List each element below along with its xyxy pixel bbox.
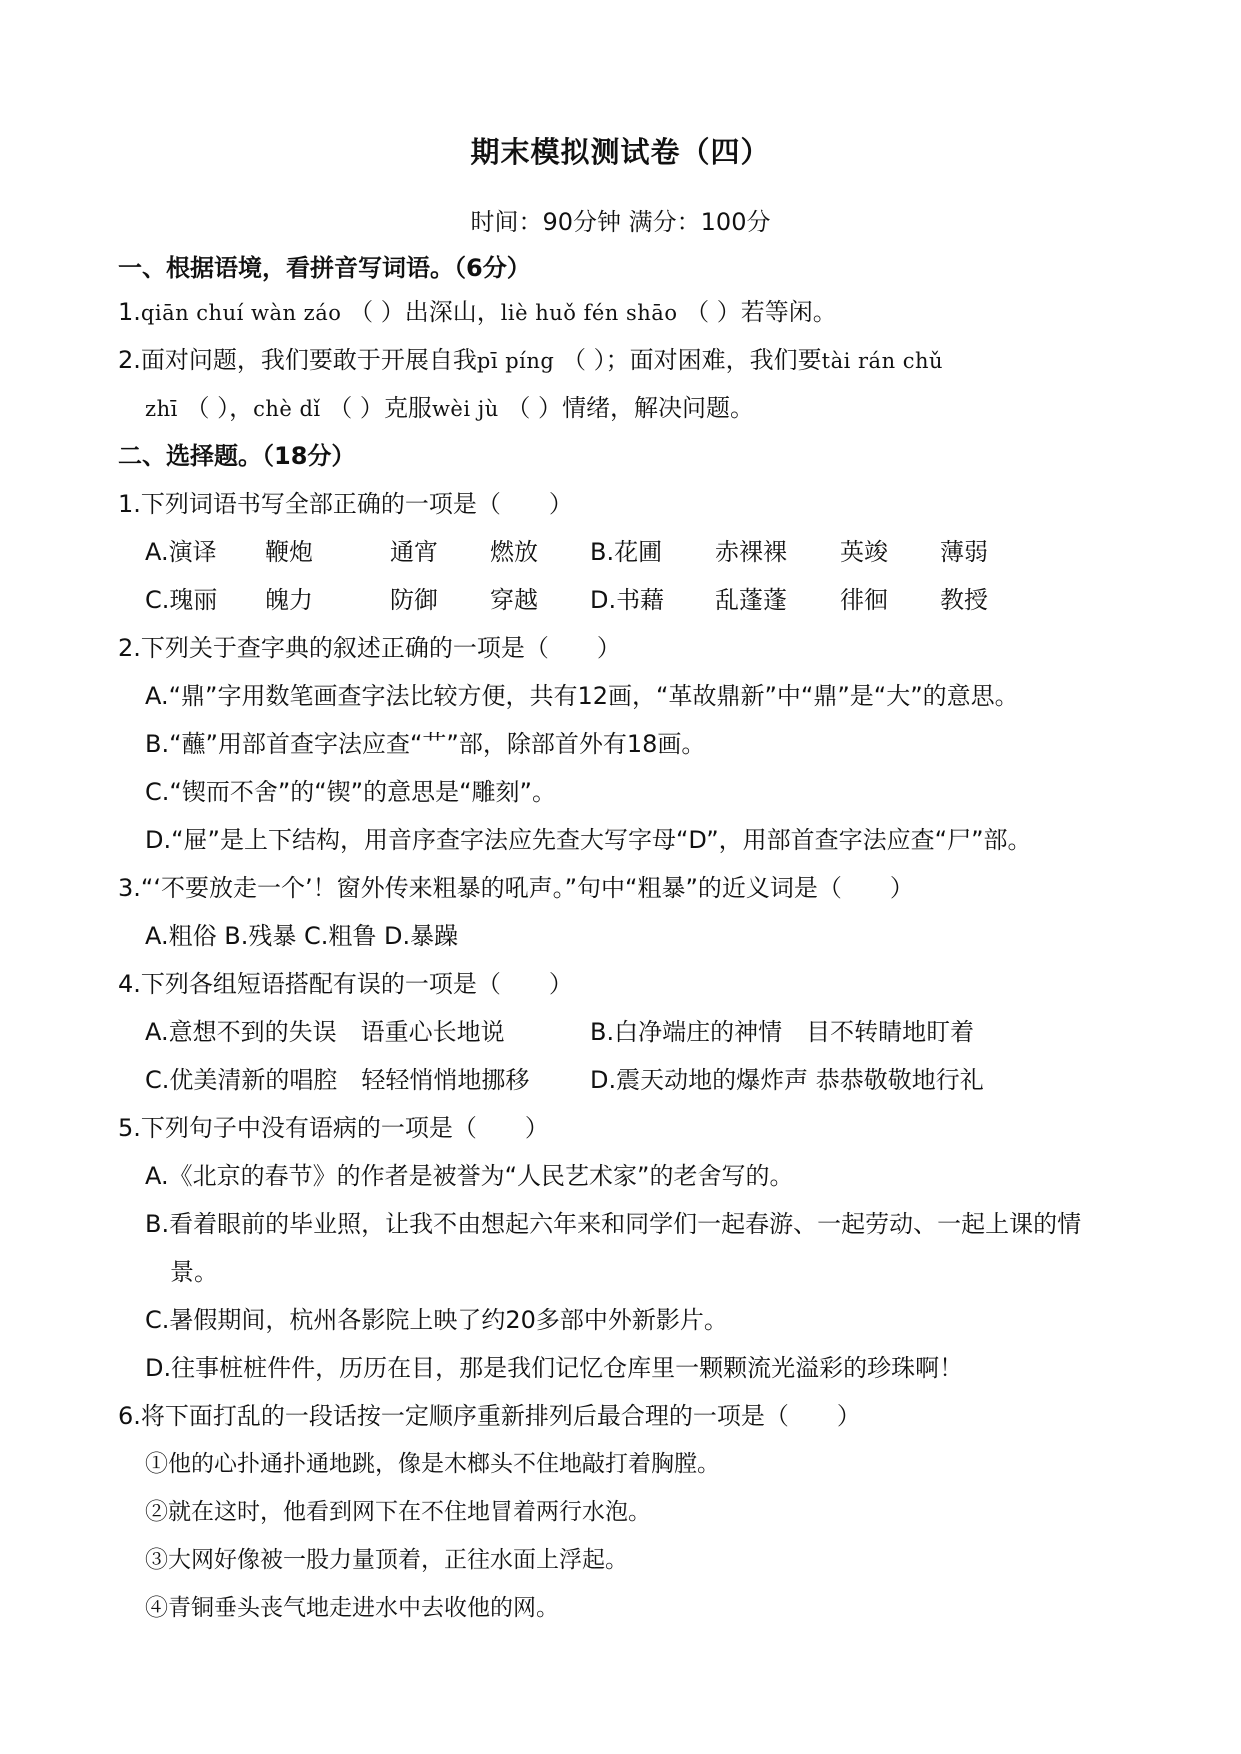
- answer-blank[interactable]: （ ）；: [562, 346, 630, 374]
- option-a-word2: 鞭炮: [265, 538, 313, 566]
- question-number: 1.: [118, 298, 141, 326]
- s2-q4-stem: 4.下列各组短语搭配有误的一项是（ ）: [118, 970, 573, 998]
- s2-q6-sentence-4: ④青铜垂头丧气地走进水中去收他的网。: [145, 1595, 559, 1621]
- text: 情绪，解决问题。: [562, 394, 755, 422]
- s1-question-2-line2: [145, 392, 754, 425]
- s1-question-2-line1: [118, 344, 943, 377]
- pinyin: pī píng: [476, 349, 555, 373]
- option-c-word4: 穿越: [490, 586, 538, 614]
- text: 克服: [383, 394, 432, 422]
- text: 出深山，: [404, 298, 501, 326]
- answer-blank[interactable]: （ ）: [328, 394, 384, 422]
- s1-question-1: [118, 296, 837, 329]
- s2-q5-option-b-line1: B.看着眼前的毕业照，让我不由想起六年来和同学们一起春游、一起劳动、一起上课的情: [145, 1210, 1082, 1238]
- s2-q2-option-c: C.“锲而不舍”的“锲”的意思是“雕刻”。: [145, 778, 556, 806]
- s2-q3-options: A.粗俗 B.残暴 C.粗鲁 D.暴躁: [145, 922, 459, 950]
- s2-q6-sentence-1: ①他的心扑通扑通地跳，像是木榔头不住地敲打着胸膛。: [145, 1451, 720, 1477]
- s2-q5-option-c: C.暑假期间，杭州各影院上映了约20多部中外新影片。: [145, 1306, 728, 1334]
- option-b-word3: 英竣: [840, 538, 888, 566]
- s2-q2-option-b: B.“蘸”用部首查字法应查“艹”部，除部首外有18画。: [145, 730, 706, 758]
- s2-q6-sentence-3: ③大网好像被一股力量顶着，正往水面上浮起。: [145, 1547, 628, 1573]
- s2-q6-stem: 6.将下面打乱的一段话按一定顺序重新排列后最合理的一项是（ ）: [118, 1402, 861, 1430]
- answer-blank[interactable]: （ ）: [685, 298, 741, 326]
- s2-q6-sentence-2: ②就在这时，他看到网下在不住地冒着两行水泡。: [145, 1499, 651, 1525]
- s2-q2-option-d: D.“屉”是上下结构，用音序查字法应先查大写字母“D”，用部首查字法应查“尸”部。: [145, 826, 1032, 854]
- option-b-word2: 赤裸裸: [715, 538, 787, 566]
- pinyin: zhī: [145, 397, 178, 421]
- s2-q5-option-d: D.往事桩桩件件，历历在目，那是我们记忆仓库里一颗颗流光溢彩的珍珠啊！: [145, 1354, 964, 1382]
- answer-blank[interactable]: （ ）: [349, 298, 405, 326]
- answer-blank[interactable]: （ ）: [506, 394, 563, 422]
- page-title: 期末模拟测试卷（四）: [470, 135, 771, 169]
- answer-blank[interactable]: （ ），: [185, 394, 254, 422]
- text: 面对问题，我们要敢于开展自我: [140, 346, 477, 374]
- option-c-word3: 防御: [390, 586, 438, 614]
- text: 若等闲。: [740, 298, 837, 326]
- question-number: 2.: [118, 346, 141, 374]
- option-c-word1: C.瑰丽: [145, 586, 218, 614]
- pinyin: chè dǐ: [253, 397, 321, 421]
- section1-heading: 一、根据语境，看拼音写词语。（6分）: [118, 254, 531, 282]
- option-d-word1: D.书藉: [590, 586, 665, 614]
- s2-q4-option-a: A.意想不到的失误 语重心长地说: [145, 1018, 505, 1046]
- s2-q5-option-a: A.《北京的春节》的作者是被誉为“人民艺术家”的老舍写的。: [145, 1162, 794, 1190]
- pinyin: liè huǒ fén shāo: [500, 301, 678, 325]
- option-a-word3: 通宵: [390, 538, 438, 566]
- pinyin: wèi jù: [431, 397, 499, 421]
- s2-q4-option-c: C.优美清新的唱腔 轻轻悄悄地挪移: [145, 1066, 530, 1094]
- option-a-word1: A.演译: [145, 538, 217, 566]
- exam-info: 时间：90分钟 满分：100分: [470, 208, 771, 236]
- s2-q5-option-b-line2: 景。: [170, 1258, 218, 1286]
- option-d-word2: 乱蓬蓬: [715, 586, 787, 614]
- option-b-word4: 薄弱: [940, 538, 988, 566]
- text: 面对困难，我们要: [629, 346, 822, 374]
- option-a-word4: 燃放: [490, 538, 538, 566]
- s2-q2-stem: 2.下列关于查字典的叙述正确的一项是（ ）: [118, 634, 621, 662]
- option-c-word2: 魄力: [265, 586, 313, 614]
- pinyin: tài rán chǔ: [821, 349, 944, 373]
- s2-q1-stem: 1.下列词语书写全部正确的一项是（ ）: [118, 490, 573, 518]
- option-d-word3: 徘徊: [840, 586, 888, 614]
- pinyin: qiān chuí wàn záo: [140, 301, 342, 325]
- option-d-word4: 教授: [940, 586, 988, 614]
- section2-heading: 二、选择题。（18分）: [118, 442, 356, 470]
- s2-q5-stem: 5.下列句子中没有语病的一项是（ ）: [118, 1114, 549, 1142]
- s2-q4-option-d: D.震天动地的爆炸声 恭恭敬敬地行礼: [590, 1066, 984, 1094]
- s2-q4-option-b: B.白净端庄的神情 目不转睛地盯着: [590, 1018, 975, 1046]
- option-b-word1: B.花圃: [590, 538, 663, 566]
- s2-q3-stem: 3.“‘不要放走一个’！窗外传来粗暴的吼声。”句中“粗暴”的近义词是（ ）: [118, 874, 914, 902]
- s2-q2-option-a: A.“鼎”字用数笔画查字法比较方便，共有12画，“革故鼎新”中“鼎”是“大”的意思。: [145, 682, 1019, 710]
